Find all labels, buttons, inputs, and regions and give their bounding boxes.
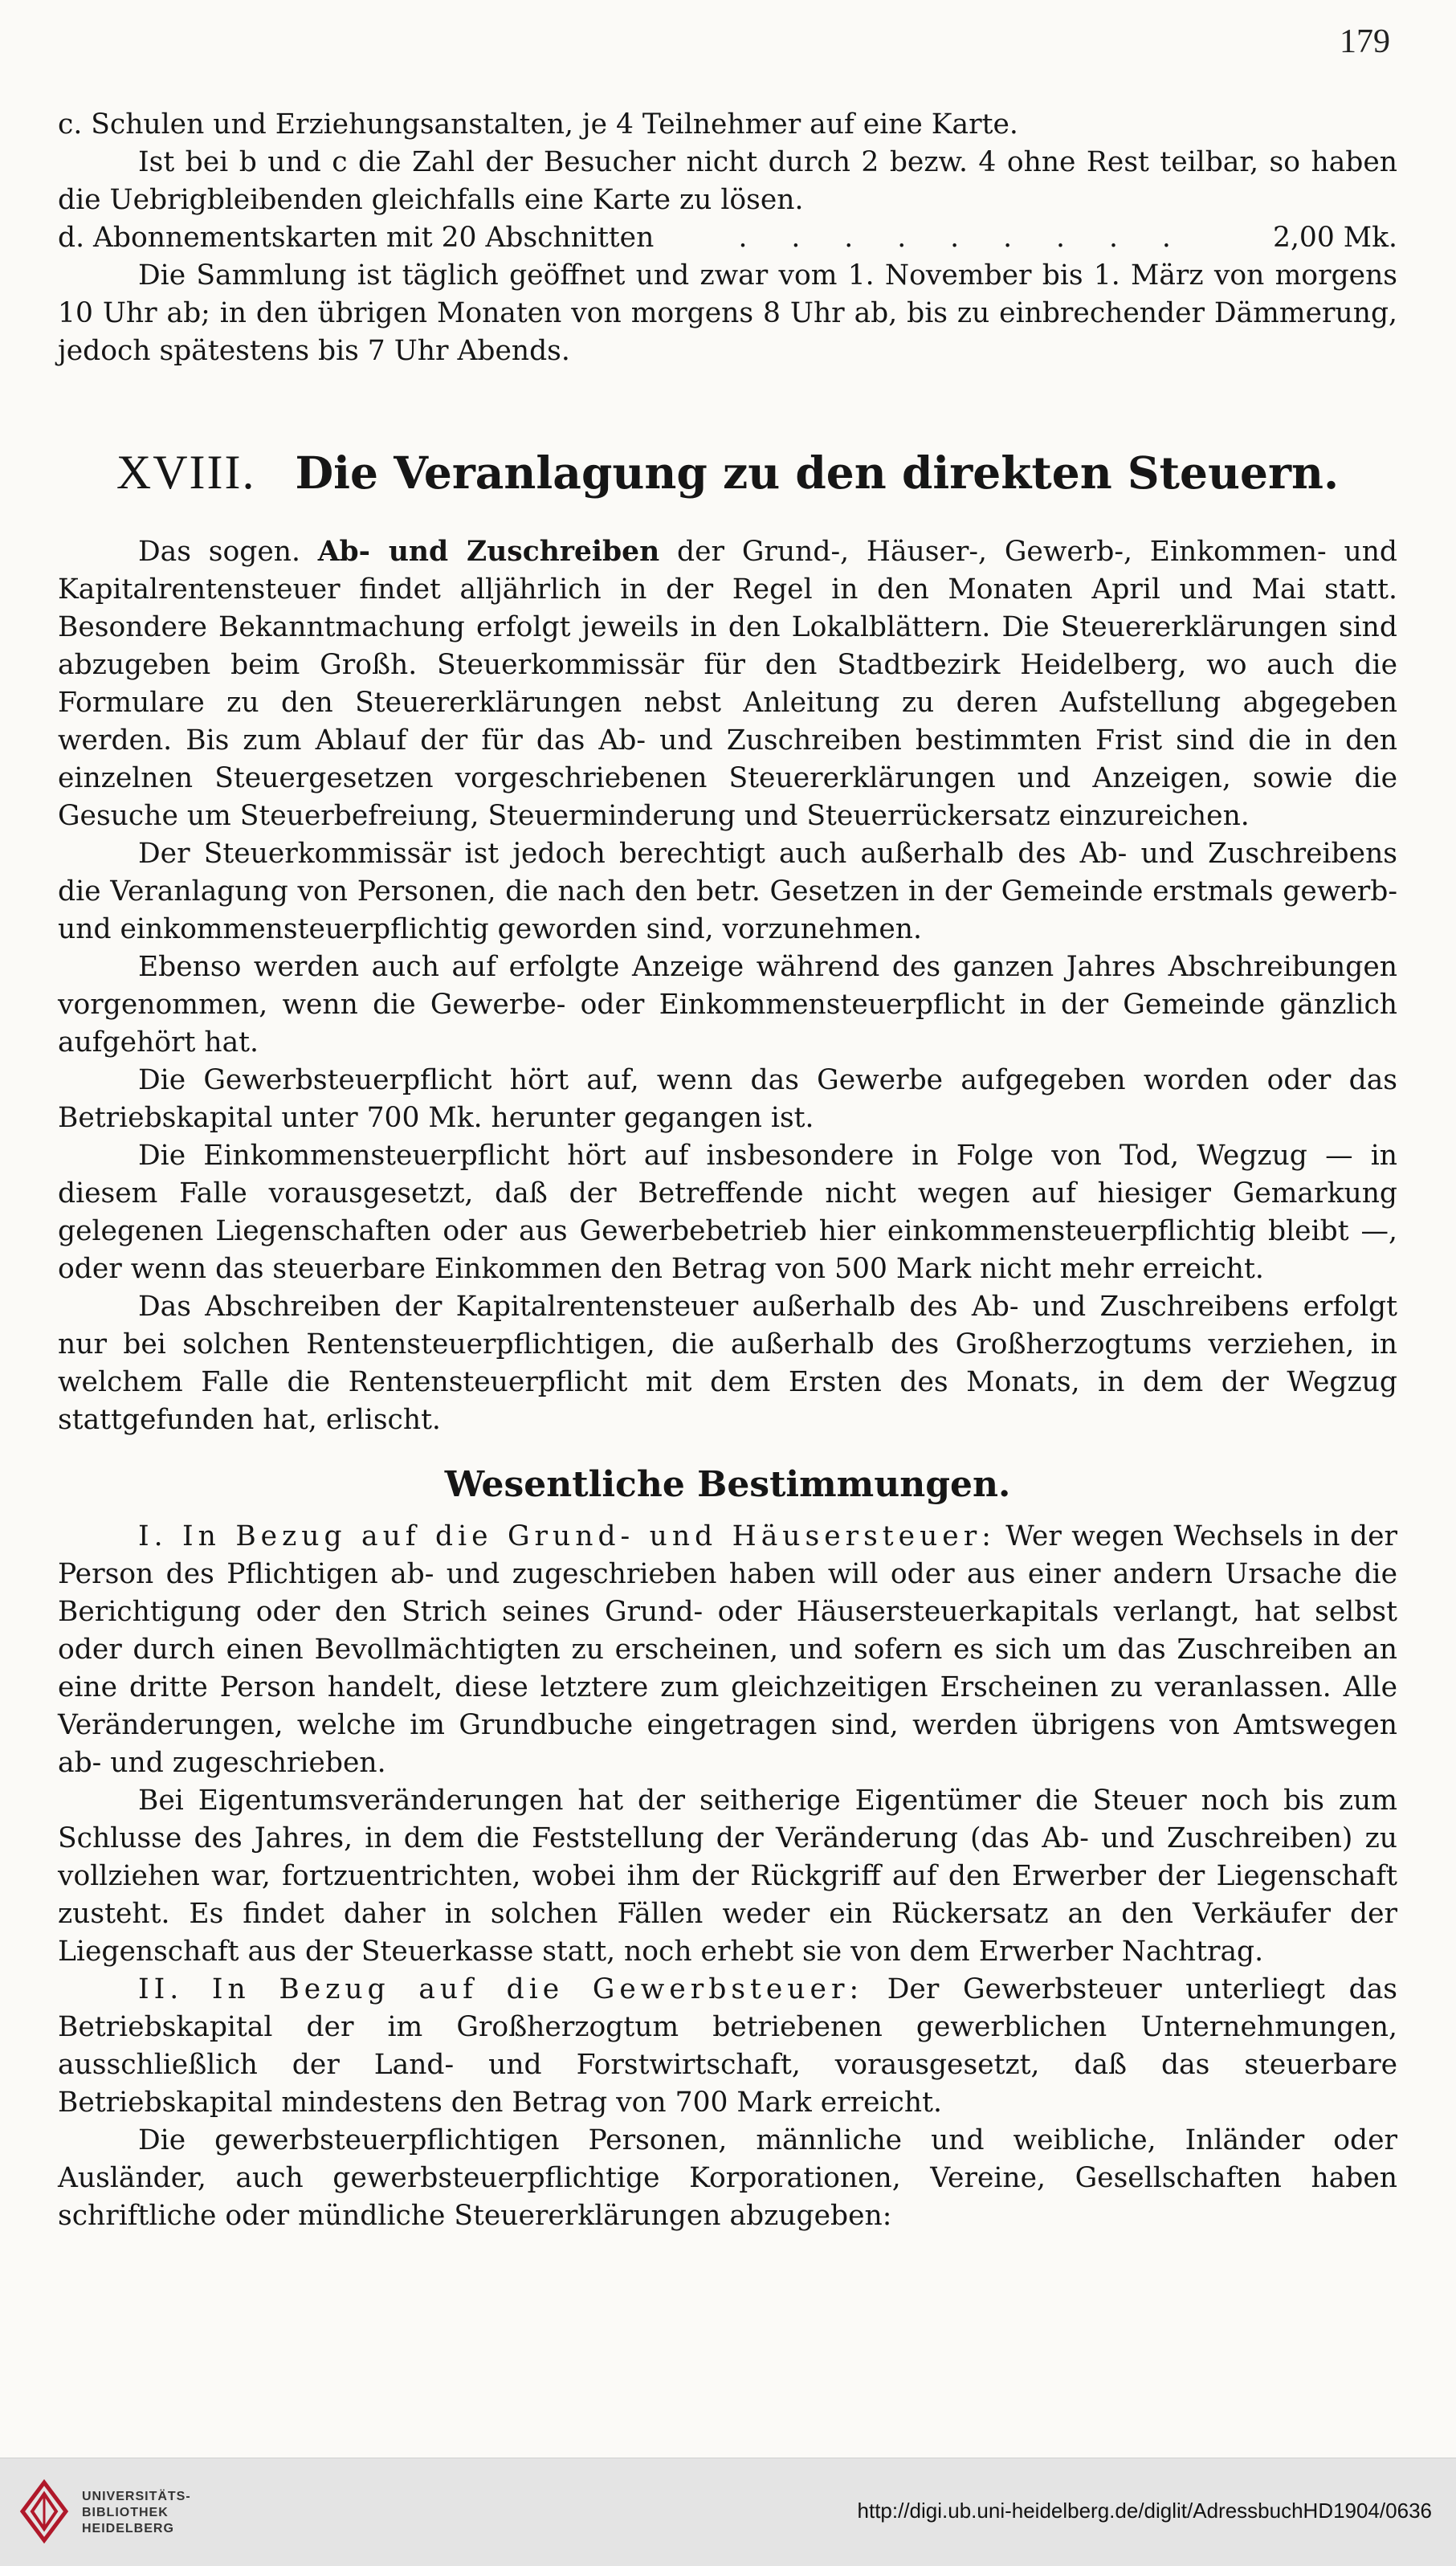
opening-hours: Die Sammlung ist täglich geöffnet und zwar vom 1. November bis 1. März von morgens 10 Uhr ab; in den übrigen Monaten von morgens 8 Uhr ab, bis zu einbrechender Dämmerung, jedoch spätestens bis 7 Uhr Abends. — [58, 259, 1397, 367]
p1-emphasis: Ab- und Zuschreiben — [317, 536, 660, 568]
subheading: Wesentliche Bestimmungen. — [444, 1464, 1011, 1505]
paragraph-4: Die Gewerbsteuerpflicht hört auf, wenn das Gewerbe aufgegeben worden oder das Betriebskapital unter 700 Mk. herunter gegangen ist. — [58, 1064, 1397, 1134]
paragraph-3: Ebenso werden auch auf erfolgte Anzeige während des ganzen Jahres Abschreibungen vorgenommen, wenn die Gewerbe- oder Einkommensteuerpflicht in der Gemeinde gänzlich aufgehört hat. — [58, 951, 1397, 1059]
section-d — [58, 219, 1397, 257]
section-d-label: d. Abonnementskarten mit 20 Abschnitten — [58, 222, 655, 254]
library-line-2: BIBLIOTHEK — [82, 2506, 169, 2519]
section-2-lead: II. In Bezug auf die Gewerbsteuer: — [138, 1973, 864, 2005]
section-1-lead: I. In Bezug auf die Grund- und Häusersteuer: — [138, 1520, 996, 1552]
library-name — [82, 2489, 191, 2537]
section-2-text: Der Gewerbsteuer unterliegt das Betriebskapital der im Großherzogtum betriebenen gewerblichen Unternehmungen, ausschließlich der Land- und Forstwirtschaft, vorausgesetzt, daß das steuerbare Betriebskapital mindestens den Betrag von 700 Mark erreicht. — [58, 1973, 1397, 2119]
section-1-text: Wer wegen Wechsels in der Person des Pflichtigen ab- und zugeschrieben haben will oder aus einer andern Ursache die Berichtigung oder den Strich seines Grund- oder Häusersteuerkapitals verlangt, hat selbst oder durch einen Bevollmächtigten zu erscheinen, und sofern es sich um das Zuschreiben an eine dritte Person handelt, diese letztere zum gleichzeitigen Erscheinen zu veranlassen. Alle Veränderungen, welche im Grundbuche eingetragen sind, werden übrigens von Amtswegen ab- und zugeschrieben. — [58, 1520, 1397, 1779]
section-d-leader: . . . . . . . . . — [738, 222, 1189, 254]
p1-start: Das sogen. — [138, 536, 318, 568]
section-2 — [58, 1971, 1397, 2122]
paragraph-2: Der Steuerkommissär ist jedoch berechtigt auch außerhalb des Ab- und Zuschreibens die Veranlagung von Personen, die nach den betr. Gesetzen in der Gemeinde erstmals gewerb- und einkommensteuerpflichtig geworden sind, vorzunehmen. — [58, 838, 1397, 945]
section-1 — [58, 1518, 1397, 1782]
chapter-number: XVIII. — [116, 446, 256, 499]
footer-bar — [0, 2458, 1456, 2566]
section-c: c. Schulen und Erziehungsanstalten, je 4 Teilnehmer auf eine Karte. — [58, 108, 1018, 141]
chapter-heading — [58, 444, 1397, 501]
page-number: 179 — [1340, 23, 1390, 60]
library-line-3: HEIDELBERG — [82, 2522, 174, 2535]
library-line-1: UNIVERSITÄTS- — [82, 2490, 191, 2503]
paragraph-6: Das Abschreiben der Kapitalrentensteuer außerhalb des Ab- und Zuschreibens erfolgt nur bei solchen Rentensteuerpflichtigen, die außerhalb des Großherzogtums verziehen, in welchem Falle die Rentensteuerpflicht mit dem Ersten des Monats, in dem der Wegzug stattgefunden hat, erlischt. — [58, 1291, 1397, 1436]
section-d-price: 2,00 Mk. — [1273, 222, 1397, 254]
university-seal-icon — [16, 2479, 72, 2544]
chapter-title: Die Veranlagung zu den direkten Steuern. — [295, 447, 1340, 499]
paragraph-1 — [58, 533, 1397, 835]
section-c-note: Ist bei b und c die Zahl der Besucher nicht durch 2 bezw. 4 ohne Rest teilbar, so haben die Uebrigbleibenden gleichfalls eine Karte zu lösen. — [58, 146, 1397, 216]
p1-rest: der Grund-, Häuser-, Gewerb-, Einkommen- und Kapitalrentensteuer findet alljährlich in der Regel in den Monaten April und Mai statt. Besondere Bekanntmachung erfolgt jeweils in den Lokalblättern. Die Steuererklärungen sind abzugeben beim Großh. Steuerkommissär für den Stadtbezirk Heidelberg, wo auch die Formulare zu den Steuererklärungen nebst Anleitung zu deren Aufstellung abgegeben werden. Bis zum Ablauf der für das Ab- und Zuschreiben bestimmten Frist sind die in den einzelnen Steuergesetzen vorgeschriebenen Steuererklärungen und Anzeigen, sowie die Gesuche um Steuerbefreiung, Steuerminderung und Steuerrückersatz einzureichen. — [58, 536, 1397, 832]
page-body — [58, 106, 1397, 2235]
section-1-paragraph-2: Bei Eigentumsveränderungen hat der seitherige Eigentümer die Steuer noch bis zum Schlusse des Jahres, in dem die Feststellung der Veränderung (das Ab- und Zuschreiben) zu vollziehen war, fortzuentrichten, wobei ihm der Rückgriff auf den Erwerber der Liegenschaft zusteht. Es findet daher in solchen Fällen weder ein Rückersatz an den Verkäufer der Liegenschaft aus der Steuerkasse statt, noch erhebt sie von dem Erwerber Nachtrag. — [58, 1785, 1397, 1968]
source-url-link[interactable]: http://digi.ub.uni-heidelberg.de/diglit/AdressbuchHD1904/0636 — [857, 2499, 1432, 2523]
paragraph-5: Die Einkommensteuerpflicht hört auf insbesondere in Folge von Tod, Wegzug — in diesem Falle vorausgesetzt, daß der Betreffende nicht wegen auf hiesiger Gemarkung gelegenen Liegenschaften oder aus Gewerbebetrieb hier einkommensteuerpflichtig bleibt —, oder wenn das steuerbare Einkommen den Betrag von 500 Mark nicht mehr erreicht. — [58, 1140, 1397, 1285]
section-2-paragraph-2: Die gewerbsteuerpflichtigen Personen, männliche und weibliche, Inländer oder Ausländer, auch gewerbsteuerpflichtige Korporationen, Vereine, Gesellschaften haben schriftliche oder mündliche Steuererklärungen abzugeben: — [58, 2124, 1397, 2232]
